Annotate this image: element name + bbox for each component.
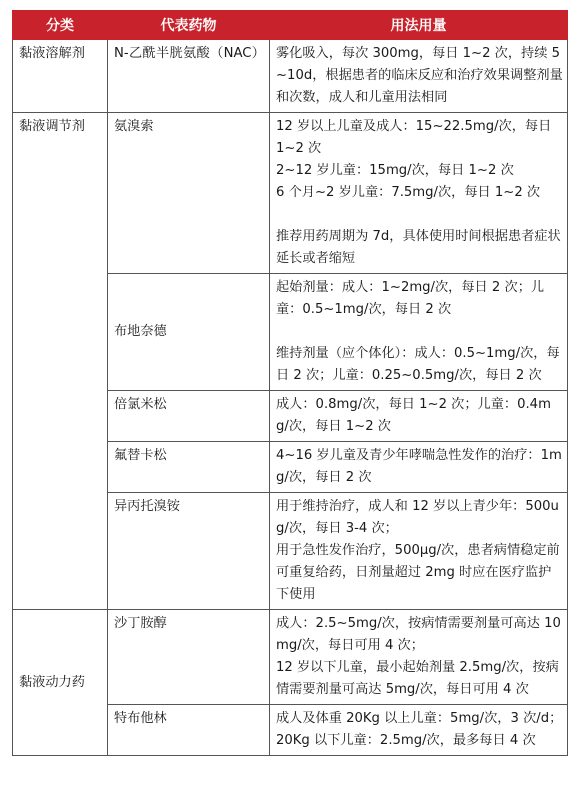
usage-line: 20Kg 以下儿童：2.5mg/次，最多每日 4 次 — [276, 733, 536, 748]
usage-line: 4~16 岁儿童及青少年哮喘急性发作的治疗：1mg/次，每日 2 次 — [276, 448, 562, 485]
usage-line: 12 岁以下儿童，最小起始剂量 2.5mg/次，按病情需要剂量可高达 5mg/次，每日可用 4 次 — [276, 660, 559, 697]
usage-line: 维持剂量（应个体化）：成人：0.5~1mg/次，每日 2 次；儿童：0.25~0.5mg/次，每日 2 次 — [276, 346, 560, 383]
usage-cell — [270, 493, 568, 610]
usage-line: 6 个月~2 岁儿童：7.5mg/次，每日 1~2 次 — [276, 185, 541, 200]
usage-line: 成人：0.8mg/次，每日 1~2 次；儿童：0.4mg/次，每日 1~2 次 — [276, 397, 551, 434]
usage-cell — [270, 705, 568, 756]
usage-cell — [270, 391, 568, 442]
dosage-table — [12, 10, 568, 756]
category-cell: 黏液动力药 — [13, 610, 108, 756]
usage-line: 成人：2.5~5mg/次，按病情需要剂量可高达 10mg/次，每日可用 4 次； — [276, 616, 561, 653]
drug-name-cell: 沙丁胺醇 — [108, 610, 270, 705]
table-row — [13, 40, 568, 113]
usage-line: 用于急性发作治疗，500μg/次，患者病情稳定前可重复给药，日剂量超过 2mg 时应在医疗监护下使用 — [276, 543, 560, 602]
drug-name-cell: 氟替卡松 — [108, 442, 270, 493]
table-row — [13, 113, 568, 274]
usage-cell — [270, 274, 568, 391]
usage-cell — [270, 610, 568, 705]
header-drug: 代表药物 — [108, 11, 270, 40]
header-usage: 用法用量 — [270, 11, 568, 40]
usage-cell — [270, 113, 568, 274]
usage-line: 推荐用药周期为 7d，具体使用时间根据患者症状延长或者缩短 — [276, 229, 561, 266]
usage-line: 起始剂量：成人：1~2mg/次，每日 2 次；儿童：0.5~1mg/次，每日 2 次 — [276, 280, 545, 317]
drug-name-cell: 倍氯米松 — [108, 391, 270, 442]
category-cell: 黏液溶解剂 — [13, 40, 108, 113]
usage-line: 2~12 岁儿童：15mg/次，每日 1~2 次 — [276, 163, 514, 178]
drug-name-cell: 氨溴索 — [108, 113, 270, 274]
drug-name-cell: 异丙托溴铵 — [108, 493, 270, 610]
usage-line: 用于维持治疗，成人和 12 岁以上青少年：500ug/次，每日 3-4 次； — [276, 499, 559, 536]
table-row — [13, 610, 568, 705]
drug-name-cell: 布地奈德 — [108, 274, 270, 391]
usage-cell — [270, 40, 568, 113]
drug-name-cell: 特布他林 — [108, 705, 270, 756]
header-row — [13, 11, 568, 40]
usage-line: 雾化吸入，每次 300mg，每日 1~2 次，持续 5~10d，根据患者的临床反应和治疗效果调整剂量和次数，成人和儿童用法相同 — [276, 46, 563, 105]
usage-line: 12 岁以上儿童及成人：15~22.5mg/次，每日 1~2 次 — [276, 119, 552, 156]
drug-name-cell: N-乙酰半胱氨酸（NAC） — [108, 40, 270, 113]
usage-line: 成人及体重 20Kg 以上儿童：5mg/次，3 次/d； — [276, 711, 563, 726]
category-cell: 黏液调节剂 — [13, 113, 108, 610]
usage-cell — [270, 442, 568, 493]
header-category: 分类 — [13, 11, 108, 40]
